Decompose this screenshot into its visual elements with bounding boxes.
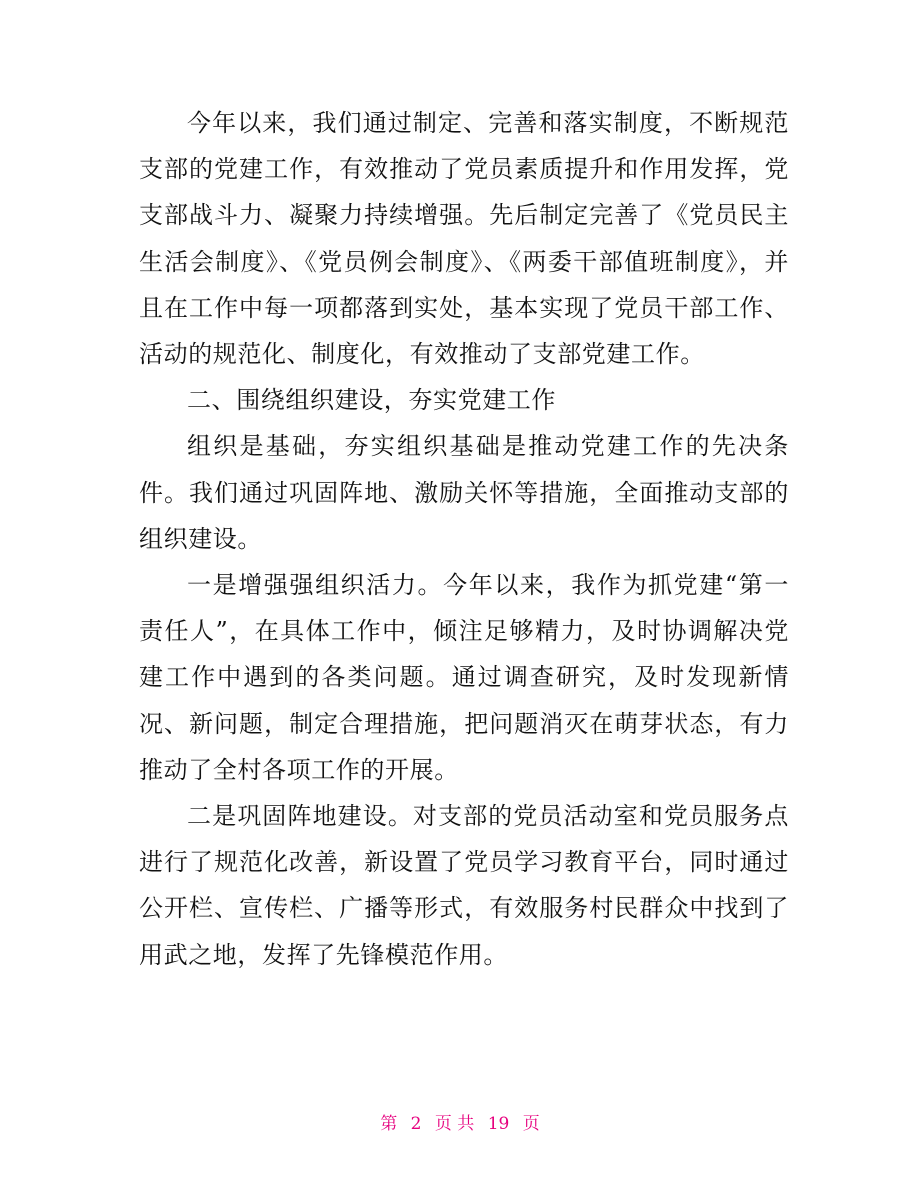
footer-suffix: 页 xyxy=(522,1114,540,1134)
total-page-count: 19 xyxy=(487,1114,510,1134)
page-footer xyxy=(0,1112,920,1136)
paragraph-system-building: 今年以来，我们通过制定、完善和落实制度，不断规范支部的党建工作，有效推动了党员素质提升和作用发挥，党支部战斗力、凝聚力持续增强。先后制定完善了《党员民主生活会制度》、《党员例会制度》、《两委干部值班制度》，并且在工作中每一项都落到实处，基本实现了党员干部工作、活动的规范化、制度化，有效推动了支部党建工作。 xyxy=(139,109,789,369)
section-heading-organization: 二、围绕组织建设，夯实党建工作 xyxy=(187,386,556,415)
footer-prefix: 第 xyxy=(380,1114,398,1134)
paragraph-organization-foundation: 组织是基础，夯实组织基础是推动党建工作的先决条件。我们通过巩固阵地、激励关怀等措施，全面推动支部的组织建设。 xyxy=(139,432,789,553)
paragraph-organization-vitality: 一是增强强组织活力。今年以来，我作为抓党建“第一责任人”，在具体工作中，倾注足够精力，及时协调解决党建工作中遇到的各类问题。通过调查研究，及时发现新情况、新问题，制定合理措施，把问题消灭在萌芽状态，有力推动了全村各项工作的开展。 xyxy=(139,571,789,784)
paragraph-position-building: 二是巩固阵地建设。对支部的党员活动室和党员服务点进行了规范化改善，新设置了党员学习教育平台，同时通过公开栏、宣传栏、广播等形式，有效服务村民群众中找到了用武之地，发挥了先锋模范作用。 xyxy=(139,802,789,969)
document-body xyxy=(139,100,789,978)
current-page-number: 2 xyxy=(410,1114,422,1134)
footer-middle: 页 共 xyxy=(434,1114,475,1134)
